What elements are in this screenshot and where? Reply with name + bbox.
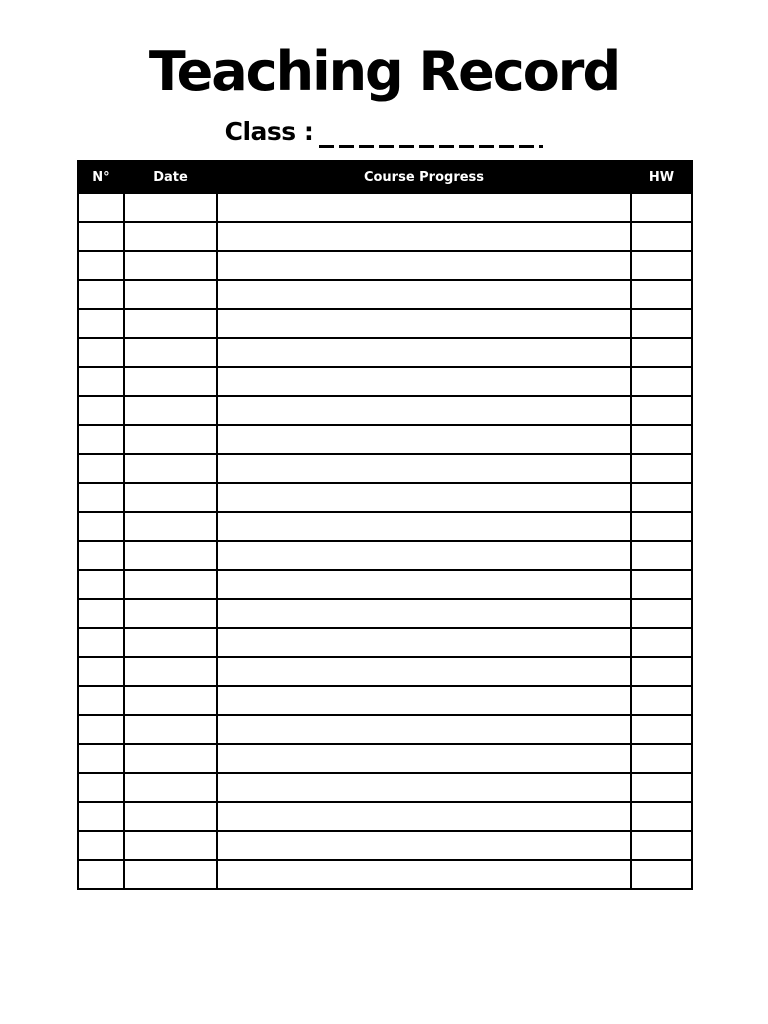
table-row: [78, 280, 692, 309]
course-progress-cell[interactable]: [217, 251, 631, 280]
course-progress-cell[interactable]: [217, 773, 631, 802]
hw-cell[interactable]: [631, 454, 692, 483]
course-progress-cell[interactable]: [217, 686, 631, 715]
date-cell[interactable]: [124, 280, 217, 309]
column-header-date: Date: [124, 161, 217, 193]
table-row: [78, 222, 692, 251]
table-row: [78, 367, 692, 396]
number-cell[interactable]: [78, 512, 124, 541]
date-cell[interactable]: [124, 222, 217, 251]
course-progress-cell[interactable]: [217, 425, 631, 454]
hw-cell[interactable]: [631, 802, 692, 831]
hw-cell[interactable]: [631, 512, 692, 541]
table-row: [78, 396, 692, 425]
column-header-number: N°: [78, 161, 124, 193]
hw-cell[interactable]: [631, 483, 692, 512]
class-blank-line[interactable]: [319, 124, 543, 148]
course-progress-cell[interactable]: [217, 483, 631, 512]
date-cell[interactable]: [124, 512, 217, 541]
date-cell[interactable]: [124, 338, 217, 367]
course-progress-cell[interactable]: [217, 280, 631, 309]
hw-cell[interactable]: [631, 541, 692, 570]
number-cell[interactable]: [78, 338, 124, 367]
number-cell[interactable]: [78, 715, 124, 744]
date-cell[interactable]: [124, 367, 217, 396]
date-cell[interactable]: [124, 251, 217, 280]
date-cell[interactable]: [124, 396, 217, 425]
hw-cell[interactable]: [631, 309, 692, 338]
table-row: [78, 657, 692, 686]
table-row: [78, 831, 692, 860]
page-title: Teaching Record: [148, 40, 620, 103]
course-progress-cell[interactable]: [217, 628, 631, 657]
date-cell[interactable]: [124, 425, 217, 454]
table-row: [78, 483, 692, 512]
course-progress-cell[interactable]: [217, 570, 631, 599]
hw-cell[interactable]: [631, 222, 692, 251]
date-cell[interactable]: [124, 454, 217, 483]
table-row: [78, 454, 692, 483]
date-cell[interactable]: [124, 715, 217, 744]
column-header-hw: HW: [631, 161, 692, 193]
course-progress-cell[interactable]: [217, 541, 631, 570]
number-cell[interactable]: [78, 483, 124, 512]
date-cell[interactable]: [124, 309, 217, 338]
course-progress-cell[interactable]: [217, 193, 631, 222]
hw-cell[interactable]: [631, 570, 692, 599]
table-row: [78, 628, 692, 657]
date-cell[interactable]: [124, 541, 217, 570]
hw-cell[interactable]: [631, 744, 692, 773]
number-cell[interactable]: [78, 628, 124, 657]
table-row: [78, 193, 692, 222]
date-cell[interactable]: [124, 802, 217, 831]
number-cell[interactable]: [78, 367, 124, 396]
class-label: Class :: [224, 117, 314, 146]
table-row: [78, 570, 692, 599]
number-cell[interactable]: [78, 309, 124, 338]
number-cell[interactable]: [78, 396, 124, 425]
course-progress-cell[interactable]: [217, 396, 631, 425]
date-cell[interactable]: [124, 599, 217, 628]
course-progress-cell[interactable]: [217, 715, 631, 744]
hw-cell[interactable]: [631, 686, 692, 715]
hw-cell[interactable]: [631, 338, 692, 367]
table-body: [78, 193, 692, 889]
date-cell[interactable]: [124, 628, 217, 657]
number-cell[interactable]: [78, 425, 124, 454]
date-cell[interactable]: [124, 773, 217, 802]
hw-cell[interactable]: [631, 860, 692, 889]
table-row: [78, 802, 692, 831]
table-row: [78, 773, 692, 802]
hw-cell[interactable]: [631, 628, 692, 657]
number-cell[interactable]: [78, 802, 124, 831]
number-cell[interactable]: [78, 599, 124, 628]
number-cell[interactable]: [78, 570, 124, 599]
table-header-row: [78, 161, 692, 193]
hw-cell[interactable]: [631, 831, 692, 860]
course-progress-cell[interactable]: [217, 831, 631, 860]
number-cell[interactable]: [78, 541, 124, 570]
column-header-course-progress: Course Progress: [217, 161, 631, 193]
hw-cell[interactable]: [631, 715, 692, 744]
teaching-record-table: [77, 160, 693, 890]
table-row: [78, 425, 692, 454]
table-row: [78, 599, 692, 628]
course-progress-cell[interactable]: [217, 367, 631, 396]
number-cell[interactable]: [78, 193, 124, 222]
number-cell[interactable]: [78, 251, 124, 280]
hw-cell[interactable]: [631, 367, 692, 396]
date-cell[interactable]: [124, 686, 217, 715]
course-progress-cell[interactable]: [217, 338, 631, 367]
hw-cell[interactable]: [631, 773, 692, 802]
number-cell[interactable]: [78, 744, 124, 773]
course-progress-cell[interactable]: [217, 309, 631, 338]
date-cell[interactable]: [124, 831, 217, 860]
hw-cell[interactable]: [631, 396, 692, 425]
date-cell[interactable]: [124, 744, 217, 773]
table-row: [78, 715, 692, 744]
number-cell[interactable]: [78, 860, 124, 889]
date-cell[interactable]: [124, 193, 217, 222]
hw-cell[interactable]: [631, 193, 692, 222]
course-progress-cell[interactable]: [217, 512, 631, 541]
hw-cell[interactable]: [631, 657, 692, 686]
number-cell[interactable]: [78, 773, 124, 802]
number-cell[interactable]: [78, 686, 124, 715]
date-cell[interactable]: [124, 860, 217, 889]
course-progress-cell[interactable]: [217, 599, 631, 628]
number-cell[interactable]: [78, 831, 124, 860]
number-cell[interactable]: [78, 280, 124, 309]
table-row: [78, 541, 692, 570]
course-progress-cell[interactable]: [217, 744, 631, 773]
number-cell[interactable]: [78, 454, 124, 483]
hw-cell[interactable]: [631, 425, 692, 454]
hw-cell[interactable]: [631, 599, 692, 628]
hw-cell[interactable]: [631, 280, 692, 309]
table-row: [78, 512, 692, 541]
course-progress-cell[interactable]: [217, 222, 631, 251]
date-cell[interactable]: [124, 570, 217, 599]
table-row: [78, 860, 692, 889]
course-progress-cell[interactable]: [217, 657, 631, 686]
table-row: [78, 686, 692, 715]
date-cell[interactable]: [124, 657, 217, 686]
table-row: [78, 338, 692, 367]
course-progress-cell[interactable]: [217, 860, 631, 889]
table-row: [78, 744, 692, 773]
table-row: [78, 309, 692, 338]
date-cell[interactable]: [124, 483, 217, 512]
number-cell[interactable]: [78, 222, 124, 251]
table-row: [78, 251, 692, 280]
class-field: [0, 114, 768, 150]
hw-cell[interactable]: [631, 251, 692, 280]
number-cell[interactable]: [78, 657, 124, 686]
course-progress-cell[interactable]: [217, 454, 631, 483]
course-progress-cell[interactable]: [217, 802, 631, 831]
